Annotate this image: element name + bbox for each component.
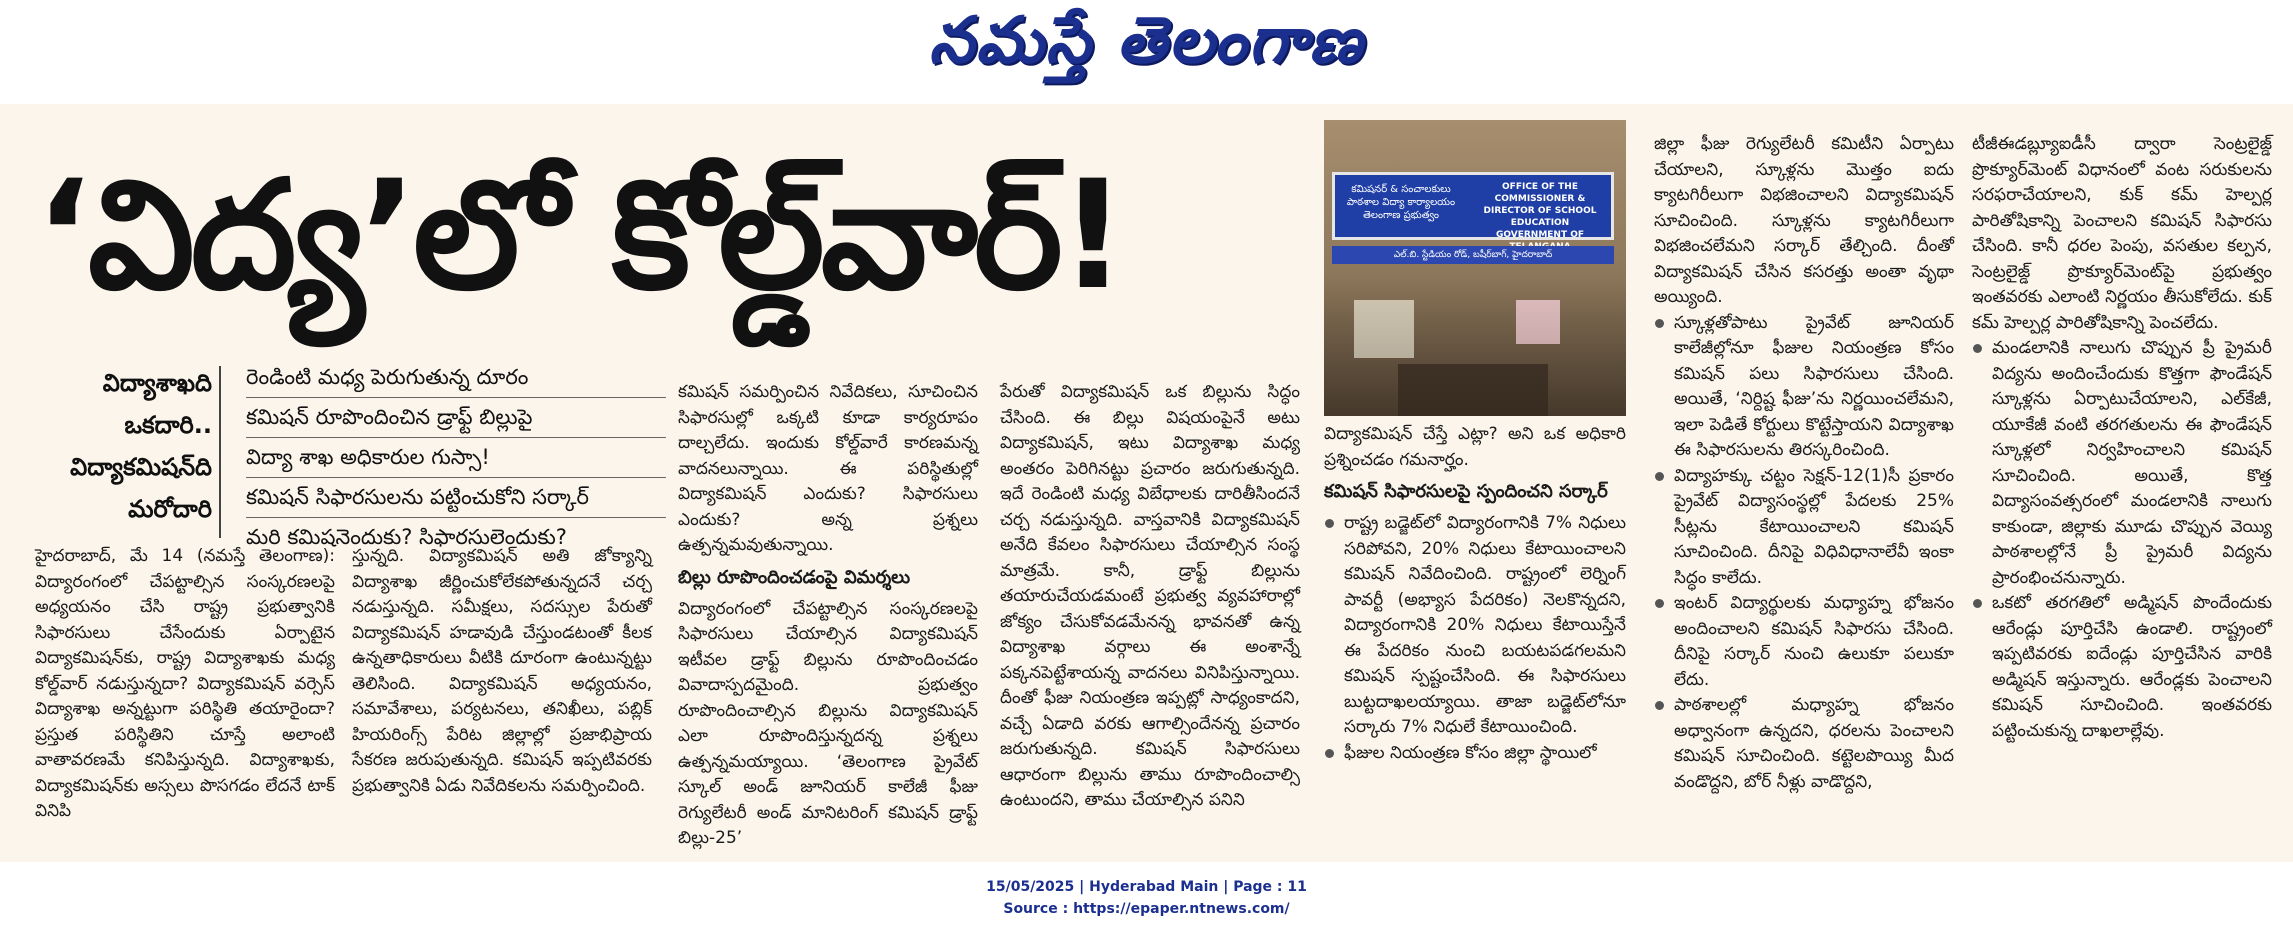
address-strip: ఎల్.బి. స్టేడియం రోడ్, బషీర్‌బాగ్, హైదరాబాద్ bbox=[1332, 246, 1614, 264]
newspaper-logo: నమస్తే తెలంగాణ bbox=[928, 3, 1365, 78]
deck-line: మరి కమిషనెందుకు? సిఫారసులెందుకు? bbox=[246, 525, 567, 549]
bullet-dot bbox=[1655, 319, 1664, 328]
kicker-line: ఒకదారి.. bbox=[124, 411, 212, 439]
body-paragraph: టీజీఈడబ్ల్యూఐడీసీ ద్వారా సెంట్రలైజ్డ్ ప్రొక్యూర్‌మెంట్ విధానంలో వంట సరుకులను సరఫరాచేయాలని, కుక్ కమ్ హెల్పర్ల పారితోషికాన్ని పెంచాలని కమిషన్ సిఫారసు చేసింది. కానీ ధరల పెంపు, వసతుల కల్పన, సెంట్రలైజ్డ్ ప్రొక్యూర్‌మెంట్‌పై ప్రభుత్వం ఇంతవరకు ఎలాంటి నిర్ణయం తీసుకోలేదు. కుక్ కమ్ హెల్పర్ల పారితోషికాన్ని పెంచలేదు. bbox=[1972, 134, 2272, 333]
footer-date-page: 15/05/2025 | Hyderabad Main | Page : 11 bbox=[986, 879, 1307, 895]
bullet-item bbox=[1972, 591, 2272, 744]
kicker-line: మరోదారి bbox=[128, 495, 212, 523]
bullet-dot bbox=[1973, 599, 1982, 608]
subheading: కమిషన్ సిఫారసులపై స్పందించని సర్కార్ bbox=[1324, 481, 1608, 502]
body-paragraph: జిల్లా ఫీజు రెగ్యులేటరీ కమిటీని ఏర్పాటు చేయాలని, స్కూళ్లను మొత్తం ఐదు క్యాటగిరీలుగా విభజించాలని విద్యాకమిషన్ సూచించింది. స్కూళ్లను క్యాటగిరీలుగా విభజించలేమని సర్కార్ తేల్చింది. దీంతో విద్యాకమిషన్ చేసిన కసరత్తు అంతా వృథా అయ్యింది. bbox=[1654, 134, 1954, 307]
deck-line: కమిషన్ రూపొందించిన డ్రాఫ్ట్ బిల్లుపై bbox=[246, 398, 666, 438]
deck-list bbox=[246, 358, 666, 557]
article-clip bbox=[0, 104, 2293, 862]
subheading: బిల్లు రూపొందించడంపై విమర్శలు bbox=[678, 566, 911, 588]
column-6 bbox=[1654, 132, 1954, 795]
kicker-line: విద్యాశాఖది bbox=[102, 369, 212, 397]
bullet-text: మండలానికి నాలుగు చొప్పున ప్రీ ప్రైమరీ విద్యను అందించేందుకు కొత్తగా ఫౌండేషన్ స్కూళ్లను ఏర్పాటుచేయాలని, ఎల్‌కేజీ, యూకేజీ వంటి తరగతులను ఈ ఫౌండేషన్ స్కూళ్లలో నిర్వహించాలని కమిషన్ సూచించింది. అయితే, కొత్త విద్యాసంవత్సరంలో మండలానికి నాలుగు కాకుండా, జిల్లాకు మూడు చొప్పున వెయ్యి పాఠశాలల్లోనే ప్రీ ప్రైమరీ విద్యను ప్రారంభించనున్నారు. bbox=[1992, 338, 2272, 588]
bullet-text: పాఠశాలల్లో మధ్యాహ్న భోజనం అధ్వానంగా ఉన్నదని, ధరలను పెంచాలని కమిషన్ సూచించింది. కట్టెలపొయ్యి మీద వండొద్దని, బోర్ నీళ్లు వాడొద్దని, bbox=[1674, 695, 1954, 792]
bullet-text: స్కూళ్లతోపాటు ప్రైవేట్ జూనియర్ కాలేజీల్లోనూ ఫీజుల నియంత్రణ కోసం కమిషన్ పలు సిఫారసులు చేసింది. అయితే, ‘నిర్దిష్ట ఫీజు’ను నిర్ణయించలేమని, ఇలా పెడితే కోర్టులు కొట్టేస్తాయని విద్యాశాఖ ఈ సిఫారసులను తిరస్కరించింది. bbox=[1674, 312, 1954, 460]
headline: ‘విద్య’లో కోల్డ్‌వార్! bbox=[35, 149, 1124, 323]
bullet-dot bbox=[1325, 749, 1334, 758]
bullet-item bbox=[1654, 693, 1954, 795]
kicker-divider bbox=[219, 366, 221, 538]
office-photo bbox=[1324, 120, 1626, 416]
office-signboard bbox=[1332, 172, 1614, 240]
bullet-item bbox=[1324, 741, 1626, 767]
kicker bbox=[30, 362, 212, 530]
bullet-item bbox=[1324, 511, 1626, 741]
body-paragraph: స్తున్నది. విద్యాకమిషన్ అతి జోక్యాన్ని విద్యాశాఖ జీర్ణించుకోలేకపోతున్నదనే చర్చ నడుస్తున్నది. సమీక్షలు, సదస్సుల పేరుతో విద్యాకమిషన్ హడావుడి చేస్తుండటంతో కీలక ఉన్నతాధికారులు వీటికి దూరంగా ఉంటున్నట్టు తెలిసింది. విద్యాకమిషన్ అధ్యయనం, సమావేశాలు, పర్యటనలు, తనిఖీలు, పబ్లిక్ హియరింగ్స్ పేరిట జిల్లాల్లో ప్రజాభిప్రాయ సేకరణ జరుపుతున్నది. కమిషన్ ఇప్పటివరకు ప్రభుత్వానికి ఏడు నివేదికలను సమర్పించింది. bbox=[352, 546, 652, 796]
body-paragraph: కమిషన్ సమర్పించిన నివేదికలు, సూచించిన సిఫారసుల్లో ఒక్కటి కూడా కార్యరూపం దాల్చలేదు. ఇందుకు కోల్డ్‌వారే కారణమన్న వాదనలున్నాయి. ఈ పరిస్థితుల్లో విద్యాకమిషన్ ఎందుకు? సిఫారసులు ఎందుకు? అన్న ప్రశ్నలు ఉత్పన్నమవుతున్నాయి. bbox=[678, 382, 978, 555]
column-5 bbox=[1324, 422, 1626, 766]
body-paragraph: విద్యారంగంలో చేపట్టాల్సిన సంస్కరణలపై సిఫారసులు చేయాల్సిన విద్యాకమిషన్ ఇటీవల డ్రాఫ్ట్ బిల్లును రూపొందించడం వివాదాస్పదమైంది. ప్రభుత్వం రూపొందించాల్సిన బిల్లును విద్యాకమిషన్ ఎలా రూపొందిస్తున్నదన్న ప్రశ్నలు ఉత్పన్నమయ్యాయి. ‘తెలంగాణ ప్రైవేట్ స్కూల్ అండ్ జూనియర్ కాలేజీ ఫీజు రెగ్యులేటరీ అండ్ మానిటరింగ్ కమిషన్ డ్రాఫ్ట్ బిల్లు-25’ bbox=[678, 598, 978, 848]
bullet-text: విద్యాహక్కు చట్టం సెక్షన్-12(1)సీ ప్రకారం ప్రైవేట్ విద్యాసంస్థల్లో పేదలకు 25% సీట్లను కేటాయించాలని కమిషన్ సూచించింది. దీనిపై విధివిధానాలేవీ ఇంకా సిద్ధం కాలేదు. bbox=[1674, 465, 1954, 588]
bullet-item bbox=[1654, 464, 1954, 592]
footer bbox=[0, 876, 2293, 920]
bullet-text: ఒకటో తరగతిలో అడ్మిషన్ పొందేందుకు ఆరేండ్లు పూర్తిచేసి ఉండాలి. రాష్ట్రంలో ఇప్పటివరకు ఐదేండ్లు పూర్తిచేసిన వారికి అడ్మిషన్ ఇస్తున్నారు. ఆరేండ్లకు పెంచాలని కమిషన్ సూచించింది. ఇంతవరకు పట్టించుకున్న దాఖలాల్లేవు. bbox=[1992, 593, 2272, 741]
column-1 bbox=[35, 544, 335, 825]
bullet-text: ఫీజుల నియంత్రణ కోసం జిల్లా స్థాయిలో bbox=[1344, 742, 1597, 763]
bullet-item bbox=[1654, 311, 1954, 464]
bullet-text: రాష్ట్ర బడ్జెట్‌లో విద్యారంగానికి 7% నిధులు సరిపోవని, 20% నిధులు కేటాయించాలని కమిషన్ నివేదించింది. రాష్ట్రంలో లెర్నింగ్ పావర్టీ (అభ్యాస పేదరికం) నెలకొన్నదని, విద్యారంగానికి 20% నిధులు కేటాయిస్తేనే ఈ పేదరికం నుంచి బయటపడగలమని కమిషన్ స్పష్టంచేసింది. ఈ సిఫారసులు బుట్టదాఖలయ్యాయి. తాజా బడ్జెట్‌లోనూ సర్కారు 7% నిధులే కేటాయించింది. bbox=[1344, 513, 1626, 737]
footer-source: Source : https://epaper.ntnews.com/ bbox=[1003, 901, 1290, 917]
deck-line: రెండింటి మధ్య పెరుగుతున్న దూరం bbox=[246, 358, 666, 398]
bullet-dot bbox=[1655, 472, 1664, 481]
body-paragraph: పేరుతో విద్యాకమిషన్ ఒక బిల్లును సిద్ధం చేసింది. ఈ బిల్లు విషయంపైనే అటు విద్యాకమిషన్, ఇటు విద్యాశాఖ మధ్య అంతరం పెరిగినట్టు ప్రచారం జరుగుతున్నది. ఇదే రెండింటి మధ్య విబేధాలకు దారితీసిందనే చర్చ నడుస్తున్నది. వాస్తవానికి విద్యాకమిషన్ అనేది కేవలం సిఫారసులు చేయాల్సిన సంస్థ మాత్రమే. కానీ, డ్రాఫ్ట్ బిల్లును తయారుచేయడమంటే ప్రభుత్వ వ్యవహారాల్లో జోక్యం చేసుకోవడమేనన్న భావనతో ఉన్న విద్యాశాఖ వర్గాలు ఈ అంశాన్నే పక్కనపెట్టేశాయన్న వాదనలు వినిపిస్తున్నాయి. దీంతో ఫీజు నియంత్రణ ఇప్పట్లో సాధ్యంకాదని, వచ్చే ఏడాది వరకు ఆగాల్సిందేనన్న ప్రచారం జరుగుతున్నది. కమిషన్ సిఫారసులు ఆధారంగా బిల్లును తాము రూపొందించాల్సి ఉంటుందని, తాము చేయాల్సిన పనిని bbox=[1000, 382, 1300, 810]
photo-shade bbox=[1324, 270, 1626, 416]
bullet-dot bbox=[1973, 344, 1982, 353]
column-2 bbox=[352, 544, 652, 799]
bullet-dot bbox=[1655, 701, 1664, 710]
bullet-dot bbox=[1655, 599, 1664, 608]
bullet-item bbox=[1654, 591, 1954, 693]
column-7 bbox=[1972, 132, 2272, 744]
signboard-telugu: కమిషనర్ & సంచాలకులు పాఠశాల విద్యా కార్యాలయం తెలంగాణ ప్రభుత్వం bbox=[1346, 184, 1456, 221]
column-3 bbox=[678, 380, 978, 852]
deck-line: కమిషన్ సిఫారసులను పట్టించుకోని సర్కార్ bbox=[246, 478, 666, 518]
deck-line: విద్యా శాఖ అధికారుల గుస్సా! bbox=[246, 438, 666, 478]
column-4 bbox=[1000, 380, 1300, 814]
bullet-dot bbox=[1325, 519, 1334, 528]
masthead bbox=[0, 0, 2293, 96]
bullet-text: ఇంటర్ విద్యార్థులకు మధ్యాహ్న భోజనం అందించాలని కమిషన్ సిఫారసు చేసింది. దీనిపై సర్కార్ నుంచి ఉలుకూ పలుకూ లేదు. bbox=[1674, 593, 1954, 690]
signboard-title: COMMISSIONER & DIRECTOR OF SCHOOL EDUCATION GOVERNMENT OF bbox=[1483, 194, 1597, 240]
signboard-english bbox=[1475, 181, 1605, 253]
kicker-line: విద్యాకమిషన్‌ది bbox=[70, 453, 212, 481]
bullet-item bbox=[1972, 336, 2272, 591]
body-paragraph: హైదరాబాద్, మే 14 (నమస్తే తెలంగాణ): విద్యారంగంలో చేపట్టాల్సిన సంస్కరణలపై అధ్యయనం చేసి రాష్ట్ర ప్రభుత్వానికి సిఫారసులు చేసేందుకు ఏర్పాటైన విద్యాకమిషన్‌కు, రాష్ట్ర విద్యాశాఖకు మధ్య కోల్డ్‌వార్ నడుస్తున్నదా? విద్యాకమిషన్ వర్సెస్ విద్యాశాఖ అన్నట్టుగా పరిస్థితి తయారైందా? ప్రస్తుత పరిస్థితిని చూస్తే అలాంటి వాతావరణమే కనిపిస్తున్నది. విద్యాశాఖకు, విద్యాకమిషన్‌కు అస్సలు పొసగడం లేదనే టాక్ వినిపి bbox=[35, 546, 335, 821]
signboard-office: OFFICE OF THE bbox=[1502, 182, 1578, 192]
body-paragraph: విద్యాకమిషన్ చేస్తే ఎట్లా? అని ఒక అధికారి ప్రశ్నించడం గమనార్హం. bbox=[1324, 424, 1626, 470]
